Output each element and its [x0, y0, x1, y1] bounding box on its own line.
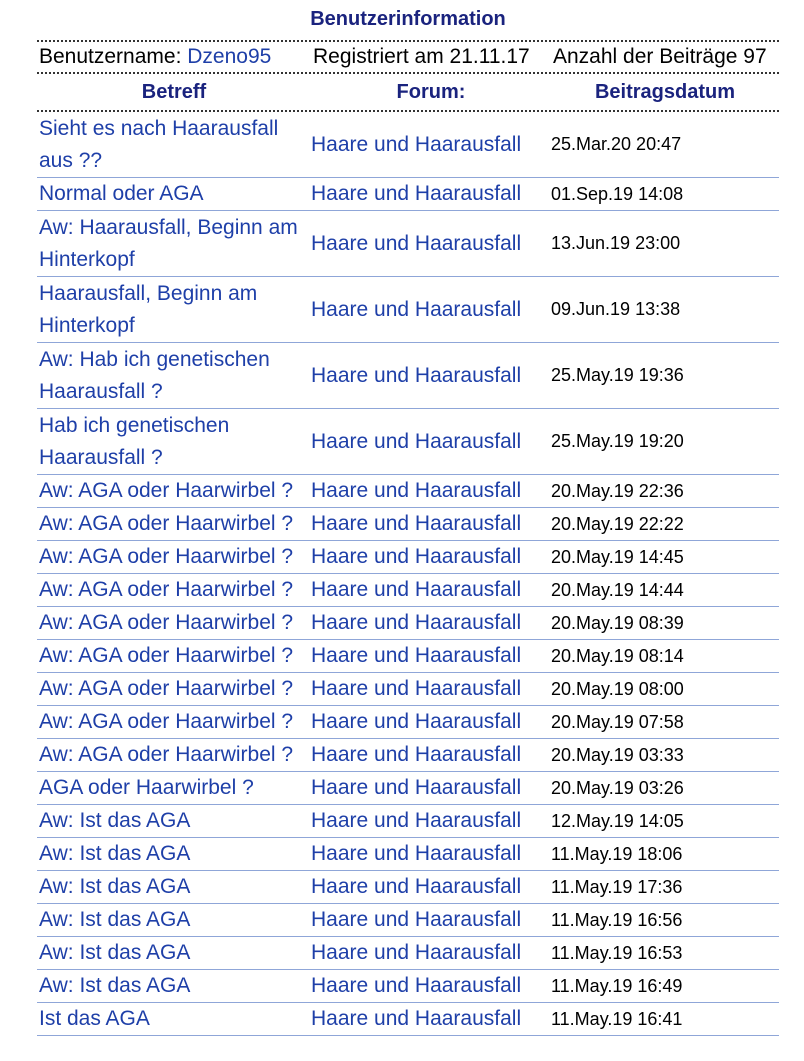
post-subject-link[interactable]: Hab ich genetischen Haarausfall ? — [39, 413, 230, 469]
forum-link[interactable]: Haare und Haarausfall — [311, 776, 522, 799]
username-label: Benutzername: — [39, 45, 182, 68]
forum-link[interactable]: Haare und Haarausfall — [311, 512, 522, 535]
table-row — [37, 541, 779, 574]
user-info-panel — [37, 0, 779, 1036]
table-row — [37, 475, 779, 508]
post-subject-link[interactable]: Aw: Ist das AGA — [39, 908, 191, 931]
post-subject-link[interactable]: Aw: Hab ich genetischen Haarausfall ? — [39, 347, 270, 403]
table-row — [37, 838, 779, 871]
post-date: 11.May.19 18:06 — [551, 843, 683, 864]
table-row — [37, 772, 779, 805]
post-subject-link[interactable]: Aw: Ist das AGA — [39, 842, 191, 865]
table-row — [37, 904, 779, 937]
post-count: Anzahl der Beiträge 97 — [553, 45, 767, 68]
forum-link[interactable]: Haare und Haarausfall — [311, 974, 522, 997]
post-date: 25.Mar.20 20:47 — [551, 134, 682, 154]
table-row — [37, 673, 779, 706]
header-forum: Forum: — [396, 80, 466, 103]
header-date: Beitragsdatum — [594, 80, 736, 103]
table-row — [37, 706, 779, 739]
forum-link[interactable]: Haare und Haarausfall — [311, 1007, 522, 1030]
table-row — [37, 871, 779, 904]
post-date: 20.May.19 14:45 — [551, 546, 684, 567]
table-header — [37, 74, 779, 112]
post-date: 12.May.19 14:05 — [551, 810, 684, 831]
forum-link[interactable]: Haare und Haarausfall — [311, 231, 522, 255]
forum-link[interactable]: Haare und Haarausfall — [311, 363, 522, 387]
forum-link[interactable]: Haare und Haarausfall — [311, 743, 522, 766]
post-subject-link[interactable]: Aw: Ist das AGA — [39, 809, 191, 832]
forum-link[interactable]: Haare und Haarausfall — [311, 677, 522, 700]
post-subject-link[interactable]: Aw: AGA oder Haarwirbel ? — [39, 611, 294, 634]
header-subject: Betreff — [141, 80, 207, 103]
post-subject-link[interactable]: Aw: AGA oder Haarwirbel ? — [39, 743, 294, 766]
post-subject-link[interactable]: Aw: AGA oder Haarwirbel ? — [39, 479, 294, 502]
post-date: 11.May.19 16:41 — [551, 1008, 683, 1029]
page-title: Benutzerinformation — [310, 8, 506, 30]
table-row — [37, 805, 779, 838]
forum-link[interactable]: Haare und Haarausfall — [311, 644, 522, 667]
table-row — [37, 607, 779, 640]
forum-link[interactable]: Haare und Haarausfall — [311, 710, 522, 733]
forum-link[interactable]: Haare und Haarausfall — [311, 182, 522, 205]
table-row — [37, 343, 779, 409]
post-subject-link[interactable]: Aw: AGA oder Haarwirbel ? — [39, 512, 294, 535]
table-row — [37, 937, 779, 970]
username-link[interactable]: Dzeno95 — [187, 45, 272, 68]
post-date: 11.May.19 17:36 — [551, 876, 683, 897]
post-date: 01.Sep.19 14:08 — [551, 183, 684, 204]
forum-link[interactable]: Haare und Haarausfall — [311, 429, 522, 453]
table-row — [37, 178, 779, 211]
post-date: 20.May.19 22:22 — [551, 513, 684, 534]
post-subject-link[interactable]: Normal oder AGA — [39, 182, 204, 205]
user-info-row — [37, 40, 779, 74]
forum-link[interactable]: Haare und Haarausfall — [311, 611, 522, 634]
table-row — [37, 970, 779, 1003]
post-subject-link[interactable]: Sieht es nach Haarausfall aus ?? — [39, 116, 279, 172]
table-row — [37, 574, 779, 607]
post-subject-link[interactable]: Aw: Ist das AGA — [39, 974, 191, 997]
post-subject-link[interactable]: Aw: Ist das AGA — [39, 875, 191, 898]
post-date: 20.May.19 14:44 — [551, 579, 684, 600]
username-cell — [37, 45, 313, 69]
forum-link[interactable]: Haare und Haarausfall — [311, 545, 522, 568]
post-subject-link[interactable]: Haarausfall, Beginn am Hinterkopf — [39, 281, 258, 337]
forum-link[interactable]: Haare und Haarausfall — [311, 578, 522, 601]
post-date: 20.May.19 08:14 — [551, 645, 684, 666]
post-subject-link[interactable]: AGA oder Haarwirbel ? — [39, 776, 254, 799]
registered-date: Registriert am 21.11.17 — [313, 45, 530, 68]
table-row — [37, 640, 779, 673]
posts-table — [37, 112, 779, 1036]
forum-link[interactable]: Haare und Haarausfall — [311, 132, 522, 156]
forum-link[interactable]: Haare und Haarausfall — [311, 297, 522, 321]
table-row — [37, 112, 779, 178]
post-subject-link[interactable]: Aw: AGA oder Haarwirbel ? — [39, 644, 294, 667]
forum-link[interactable]: Haare und Haarausfall — [311, 941, 522, 964]
post-subject-link[interactable]: Aw: Ist das AGA — [39, 941, 191, 964]
table-row — [37, 277, 779, 343]
post-date: 20.May.19 03:26 — [551, 777, 684, 798]
post-subject-link[interactable]: Aw: Haarausfall, Beginn am Hinterkopf — [39, 215, 298, 271]
table-row — [37, 508, 779, 541]
post-date: 25.May.19 19:20 — [551, 431, 684, 451]
table-row — [37, 739, 779, 772]
post-date: 13.Jun.19 23:00 — [551, 233, 681, 253]
post-subject-link[interactable]: Aw: AGA oder Haarwirbel ? — [39, 578, 294, 601]
forum-link[interactable]: Haare und Haarausfall — [311, 842, 522, 865]
post-date: 20.May.19 03:33 — [551, 744, 684, 765]
forum-link[interactable]: Haare und Haarausfall — [311, 479, 522, 502]
table-row — [37, 409, 779, 475]
forum-link[interactable]: Haare und Haarausfall — [311, 875, 522, 898]
post-date: 20.May.19 08:39 — [551, 612, 684, 633]
post-date: 20.May.19 07:58 — [551, 711, 684, 732]
post-subject-link[interactable]: Aw: AGA oder Haarwirbel ? — [39, 710, 294, 733]
forum-link[interactable]: Haare und Haarausfall — [311, 908, 522, 931]
post-date: 20.May.19 08:00 — [551, 678, 684, 699]
table-row — [37, 211, 779, 277]
post-subject-link[interactable]: Ist das AGA — [39, 1007, 150, 1030]
post-date: 09.Jun.19 13:38 — [551, 299, 681, 319]
post-subject-link[interactable]: Aw: AGA oder Haarwirbel ? — [39, 545, 294, 568]
post-date: 11.May.19 16:49 — [551, 975, 683, 996]
post-date: 20.May.19 22:36 — [551, 480, 684, 501]
forum-link[interactable]: Haare und Haarausfall — [311, 809, 522, 832]
post-subject-link[interactable]: Aw: AGA oder Haarwirbel ? — [39, 677, 294, 700]
table-row — [37, 1003, 779, 1036]
post-date: 11.May.19 16:56 — [551, 909, 683, 930]
post-date: 25.May.19 19:36 — [551, 365, 684, 385]
post-date: 11.May.19 16:53 — [551, 942, 683, 963]
